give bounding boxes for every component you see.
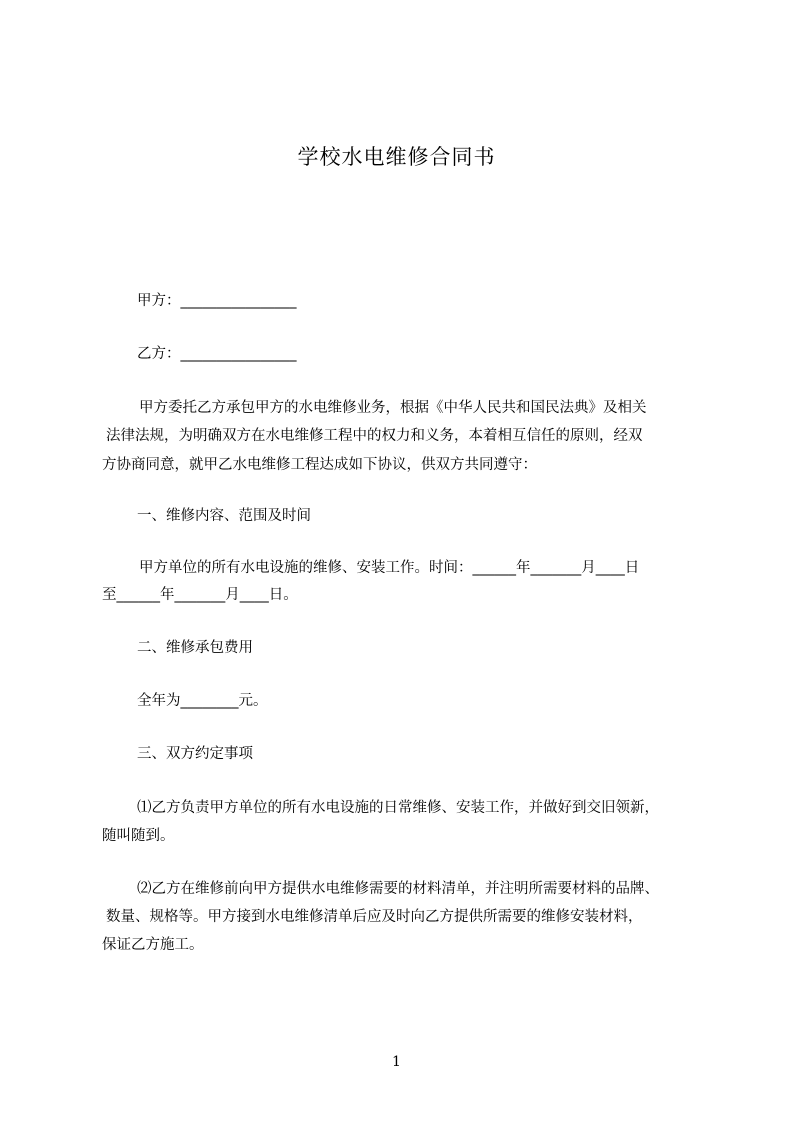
intro-paragraph-line-3: 方协商同意，就甲乙水电维修工程达成如下协议，供双方共同遵守：: [102, 457, 537, 473]
document-title: 学校水电维修合同书: [297, 145, 496, 169]
section-2-body: 全年为________元。: [137, 693, 268, 709]
section-1-body-line-2: 至______年_______月____日。: [102, 587, 298, 603]
section-1-body-line-1: 甲方单位的所有水电设施的维修、安装工作。时间：______年_______月____日: [139, 560, 640, 576]
item-2-line-2: 数量、规格等。甲方接到水电维修清单后应及时向乙方提供所需要的维修安装材料，: [106, 909, 643, 925]
item-2-line-1: ⑵乙方在维修前向甲方提供水电维修需要的材料清单，并注明所需要材料的品牌、: [137, 881, 659, 897]
item-1-line-1: ⑴乙方负责甲方单位的所有水电设施的日常维修、安装工作，并做好到交旧领新，: [137, 800, 659, 816]
section-2-heading: 二、维修承包费用: [137, 640, 253, 656]
item-2-line-3: 保证乙方施工。: [102, 937, 204, 953]
party-b-line: 乙方：________________: [137, 346, 297, 362]
party-a-line: 甲方：________________: [137, 293, 297, 309]
intro-paragraph-line-1: 甲方委托乙方承包甲方的水电维修业务，根据《中华人民共和国民法典》及相关: [139, 400, 647, 416]
item-1-line-2: 随叫随到。: [102, 828, 175, 844]
section-3-heading: 三、双方约定事项: [137, 746, 253, 762]
intro-paragraph-line-2: 法律法规，为明确双方在水电维修工程中的权力和义务，本着相互信任的原则，经双: [106, 428, 643, 444]
section-1-heading: 一、维修内容、范围及时间: [137, 508, 311, 524]
page-number: 1: [392, 1054, 401, 1070]
